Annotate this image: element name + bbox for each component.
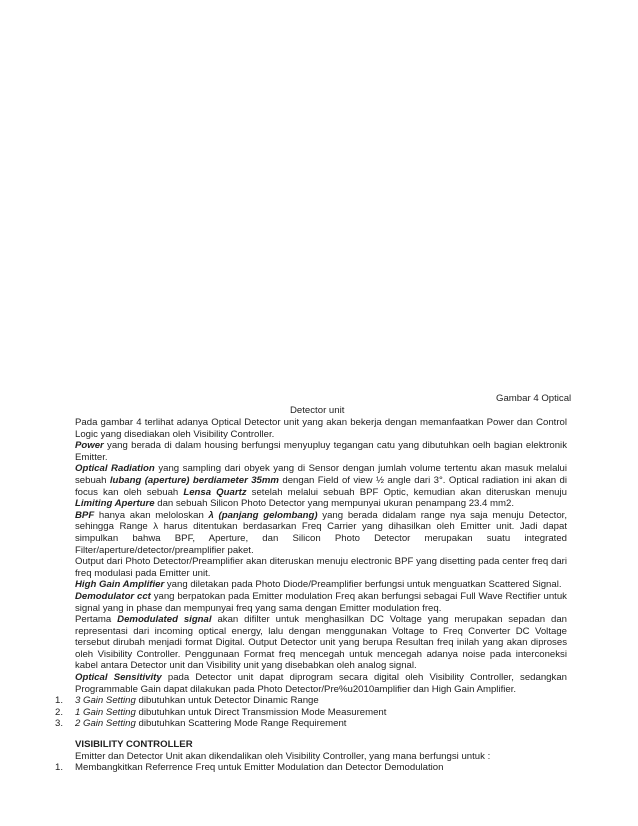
term-demodulated-signal: Demodulated signal <box>117 614 212 626</box>
paragraph-high-gain: High Gain Amplifier yang diletakan pada Photo Diode/Preamplifier berfungsi untuk menguatkan Scattered Signal. <box>75 579 562 591</box>
paragraph-demodulator: Demodulator cct yang berpatokan pada Emitter modulation Freq akan berfungsi sebagai Full Wave Rectifier untuk signal yang in phase dan mempunyai freq yang sama dengan Emitter modulation freq. <box>75 590 567 614</box>
body-text <box>55 417 567 774</box>
term-lensa-quartz: Lensa Quartz <box>183 486 247 498</box>
figure-caption-line2: Detector unit <box>290 405 345 416</box>
term-high-gain-amplifier: High Gain Amplifier <box>75 579 165 591</box>
paragraph-intro: Pada gambar 4 terlihat adanya Optical Detector unit yang akan bekerja dengan memanfaatkan Power dan Control Logic yang disediakan oleh Visibility Controller. <box>75 417 567 440</box>
paragraph-demodulated-signal: Pertama Demodulated signal akan difilter untuk menghasilkan DC Voltage yang merupakan sepadan dan representasi dari incoming optical energy, lalu dengan menggunakan Voltage to Freq Converter DC Voltage tersebut dirubah menjadi format Digital. Output Detector unit yang berupa Resultan freq inilah yang akan diproses oleh Visibility Controller. Penggunaan Format freq mencegah untuk mencegah adanya noise pada interconeksi kabel antara Detector unit dan Visibility unit yang disebabkan oleh analog signal. <box>75 614 567 672</box>
paragraph-optical-sensitivity: Optical Sensitivity pada Detector unit dapat diprogram secara digital oleh Visibility Controller, sedangkan Programmable Gain dapat dilakukan pada Photo Detector/Pre%u2010amplifier dan High Gain Amplifier. <box>75 672 567 695</box>
figure-area <box>0 0 638 390</box>
figure-caption-line1: Gambar 4 Optical <box>496 393 572 404</box>
list-item: 3. 2 Gain Setting dibutuhkan Scattering Mode Range Requirement <box>55 718 347 730</box>
spacer <box>75 730 567 739</box>
list-item: 1. Membangkitkan Referrence Freq untuk Emitter Modulation dan Detector Demodulation <box>55 762 444 774</box>
section-intro: Emitter dan Detector Unit akan dikendalikan oleh Visibility Controller, yang mana berfungsi untuk : <box>75 750 491 762</box>
term-bpf: BPF <box>75 509 95 521</box>
list-item: 1. 3 Gain Setting dibutuhkan untuk Detector Dinamic Range <box>55 695 319 707</box>
paragraph-optical-radiation: Optical Radiation yang sampling dari obyek yang di Sensor dengan jumlah volume tertentu akan masuk melalui sebuah lubang (aperture) berdiameter 35mm dengan Field of view ½ angle dari 3°. Optical radiation ini akan di focus kan oleh sebuah Lensa Quartz setelah melalui sebuah BPF Optic, kemudian akan diteruskan menuju Limiting Aperture dan sebuah Silicon Photo Detector yang mempunyai ukuran penampang 23.4 mm2. <box>75 463 567 510</box>
paragraph-bpf: BPF hanya akan meloloskan λ (panjang gelombang) yang berada didalam range nya saja menuju Detector, sehingga Range λ harus ditentukan berdasarkan Freq Carrier yang dihasilkan oleh Emitter unit. Jadi dapat simpulkan bahwa BPF, Aperture, dan Silicon Photo Detector merupakan suatu integrated Filter/aperture/detector/preamplifier paket. <box>75 509 567 556</box>
term-optical-radiation: Optical Radiation <box>75 463 155 475</box>
list-item: 2. 1 Gain Setting dibutuhkan untuk Direct Transmission Mode Measurement <box>55 706 387 718</box>
term-limiting-aperture: Limiting Aperture <box>75 498 155 510</box>
section-heading: VISIBILITY CONTROLLER <box>75 739 193 751</box>
term-lambda: λ (panjang gelombang) <box>208 509 318 521</box>
term-aperture: lubang (aperture) berdiameter 35mm <box>109 474 279 486</box>
term-power: Power <box>75 440 104 452</box>
paragraph-power: Power yang berada di dalam housing berfungsi menyupluy tegangan catu yang dibutuhkan oelh bagian elektronik Emitter. <box>75 440 567 463</box>
term-optical-sensitivity: Optical Sensitivity <box>75 672 162 684</box>
term-demodulator: Demodulator cct <box>75 590 151 602</box>
paragraph-output: Output dari Photo Detector/Preamplifier akan diteruskan menuju electronic BPF yang disetting pada center freq dari freq modulasi pada Emitter unit. <box>75 556 567 579</box>
